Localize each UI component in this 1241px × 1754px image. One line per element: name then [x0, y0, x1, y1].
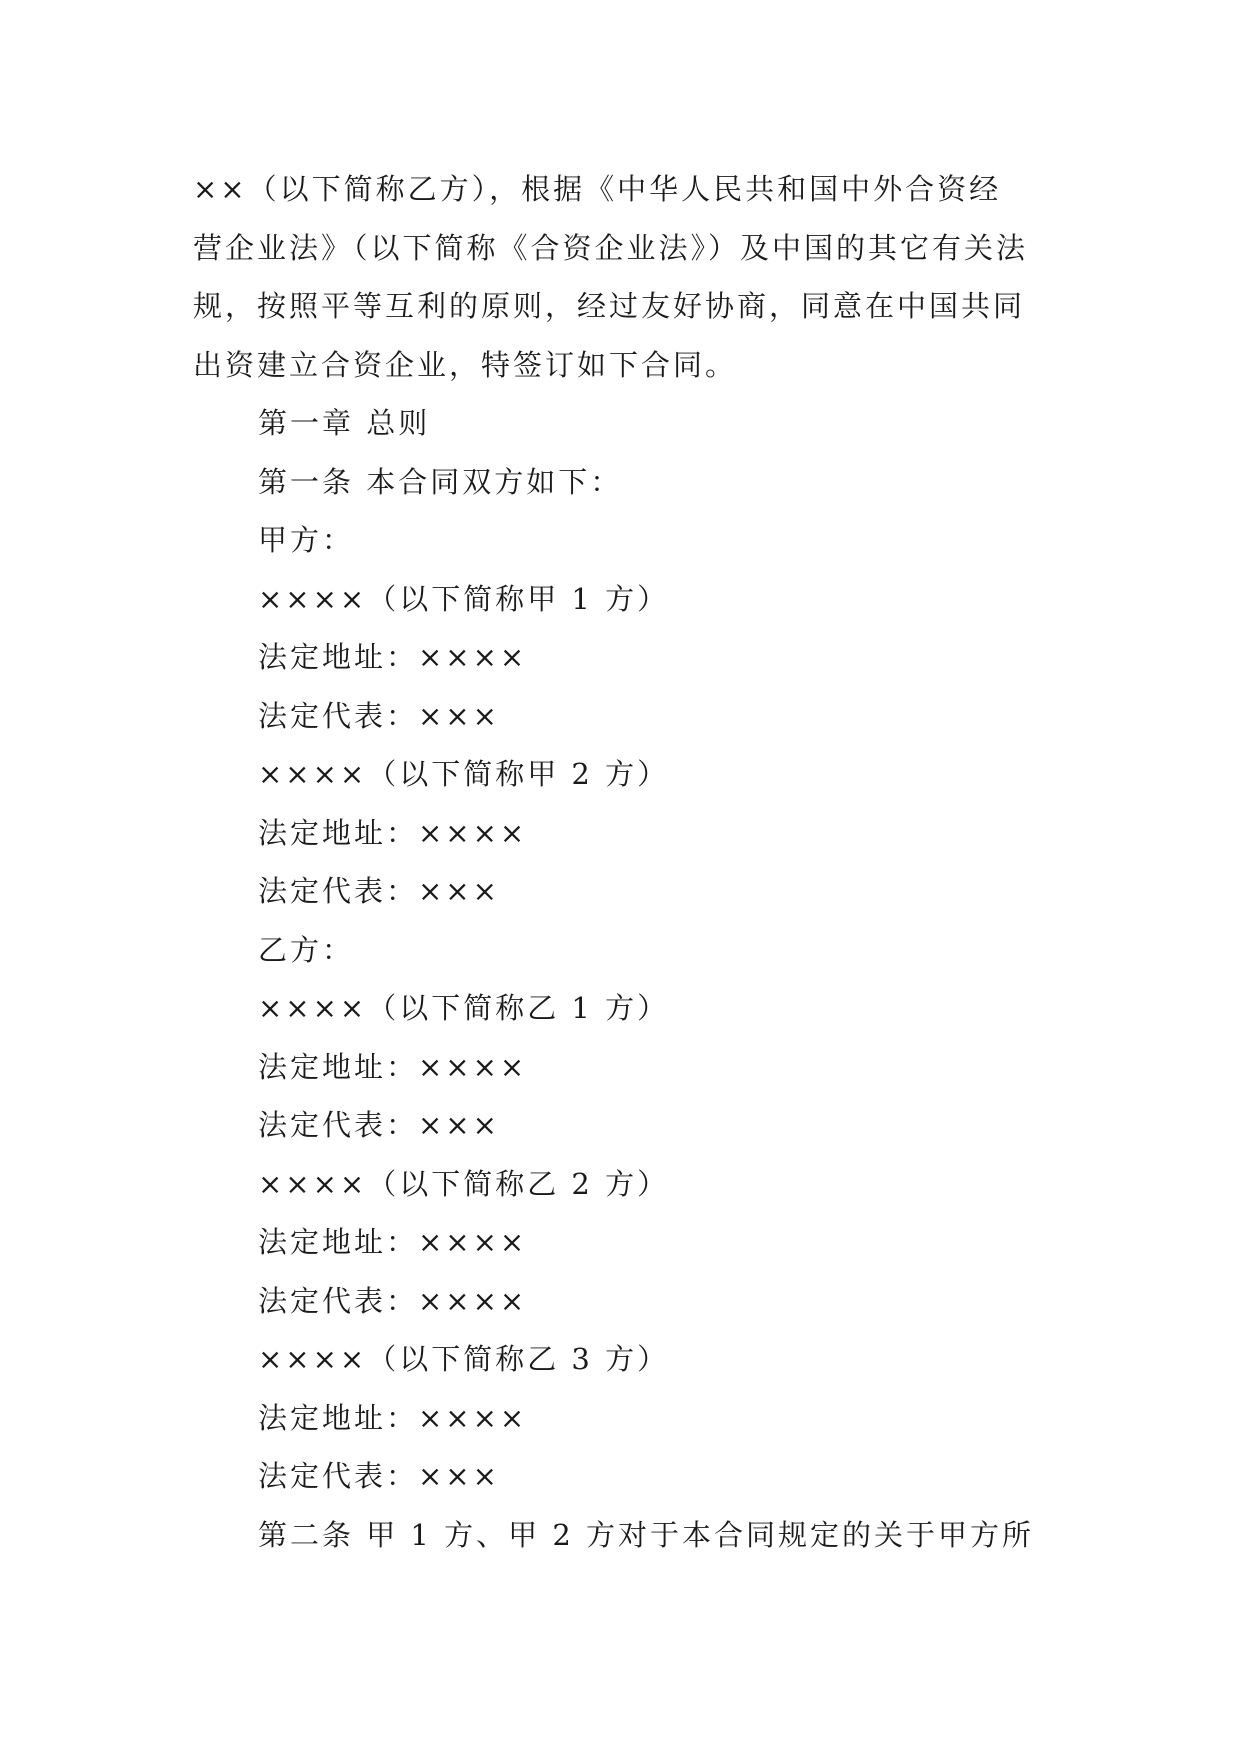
party-a1-name: ××××（以下简称甲 1 方）: [258, 581, 670, 616]
party-a1-address: 法定地址：××××: [258, 640, 528, 674]
party-b1-representative: 法定代表：×××: [258, 1108, 500, 1142]
party-b2-representative: 法定代表：××××: [258, 1283, 528, 1318]
party-b2-name: ××××（以下简称乙 2 方）: [258, 1166, 670, 1201]
chapter-heading: 第一章 总则: [258, 406, 431, 440]
intro-line: 出资建立合资企业，特签订如下合同。: [193, 347, 738, 382]
intro-line: ××（以下简称乙方），根据《中华人民共和国中外合资经: [193, 172, 1002, 206]
party-a1-representative: 法定代表：×××: [258, 698, 500, 733]
document-body: [193, 160, 1053, 1564]
intro-line: 规，按照平等互利的原则，经过友好协商，同意在中国共同: [193, 289, 1026, 323]
party-b3-address: 法定地址：××××: [258, 1400, 528, 1435]
party-b1-name: ××××（以下简称乙 1 方）: [258, 991, 670, 1025]
article-1-heading: 第一条 本合同双方如下：: [258, 464, 623, 499]
intro-line: 营企业法》（以下简称《合资企业法》）及中国的其它有关法: [193, 230, 1029, 265]
party-a2-name: ××××（以下简称甲 2 方）: [258, 757, 670, 791]
party-b3-representative: 法定代表：×××: [258, 1459, 500, 1493]
party-b3-name: ××××（以下简称乙 3 方）: [258, 1342, 670, 1376]
party-b-label: 乙方：: [258, 932, 355, 967]
party-a-label: 甲方：: [258, 523, 355, 557]
party-a2-address: 法定地址：××××: [258, 815, 528, 850]
party-a2-representative: 法定代表：×××: [258, 874, 500, 908]
article-2-start: 第二条 甲 1 方、甲 2 方对于本合同规定的关于甲方所: [258, 1517, 1034, 1552]
party-b1-address: 法定地址：××××: [258, 1049, 528, 1084]
party-b2-address: 法定地址：××××: [258, 1225, 528, 1259]
